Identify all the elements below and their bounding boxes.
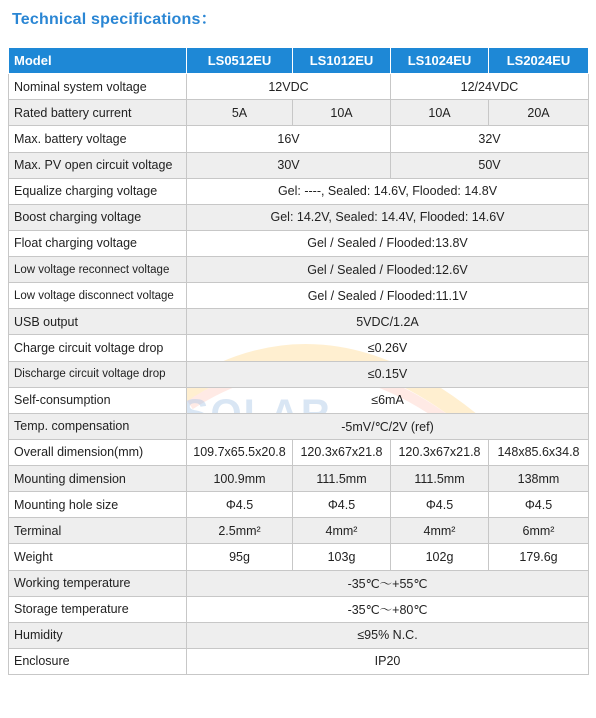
row-humidity <box>9 622 589 648</box>
cell-value: 109.7x65.5x20.8 <box>187 439 293 465</box>
row-weight <box>9 544 589 570</box>
model-ls1012eu: LS1012EU <box>293 48 391 74</box>
cell-value: 120.3x67x21.8 <box>293 439 391 465</box>
cell-value: 30V <box>187 152 391 178</box>
row-label: Self-consumption <box>9 387 187 413</box>
row-label: Humidity <box>9 622 187 648</box>
row-label: Enclosure <box>9 648 187 674</box>
cell-value: Gel: ----, Sealed: 14.6V, Flooded: 14.8V <box>187 178 589 204</box>
model-ls0512eu: LS0512EU <box>187 48 293 74</box>
cell-value: Φ4.5 <box>187 492 293 518</box>
model-ls2024eu: LS2024EU <box>489 48 589 74</box>
cell-value: ≤0.15V <box>187 361 589 387</box>
row-lvd-voltage <box>9 283 589 309</box>
row-usb-output <box>9 309 589 335</box>
cell-value: ≤0.26V <box>187 335 589 361</box>
header-row <box>9 48 589 74</box>
row-label: Max. battery voltage <box>9 126 187 152</box>
row-float-voltage <box>9 230 589 256</box>
row-label: Charge circuit voltage drop <box>9 335 187 361</box>
cell-value: ≤95% N.C. <box>187 622 589 648</box>
cell-value: 4mm² <box>293 518 391 544</box>
row-label: Overall dimension(mm) <box>9 439 187 465</box>
cell-value: 16V <box>187 126 391 152</box>
row-enclosure <box>9 648 589 674</box>
row-label: Low voltage reconnect voltage <box>9 257 187 283</box>
row-label: Float charging voltage <box>9 230 187 256</box>
cell-value: 102g <box>391 544 489 570</box>
cell-value: Gel: 14.2V, Sealed: 14.4V, Flooded: 14.6V <box>187 204 589 230</box>
cell-value: 103g <box>293 544 391 570</box>
cell-value: 4mm² <box>391 518 489 544</box>
row-label: Mounting hole size <box>9 492 187 518</box>
row-discharge-drop <box>9 361 589 387</box>
row-rated-current <box>9 100 589 126</box>
row-label: Rated battery current <box>9 100 187 126</box>
row-label: Working temperature <box>9 570 187 596</box>
cell-value: Gel / Sealed / Flooded:13.8V <box>187 230 589 256</box>
spec-table <box>8 47 589 675</box>
row-label: Max. PV open circuit voltage <box>9 152 187 178</box>
cell-value: Gel / Sealed / Flooded:12.6V <box>187 257 589 283</box>
row-working-temp <box>9 570 589 596</box>
row-equalize-voltage <box>9 178 589 204</box>
row-label: Nominal system voltage <box>9 74 187 100</box>
cell-value: Gel / Sealed / Flooded:11.1V <box>187 283 589 309</box>
cell-value: 6mm² <box>489 518 589 544</box>
row-label: Temp. compensation <box>9 413 187 439</box>
cell-value: 120.3x67x21.8 <box>391 439 489 465</box>
row-max-battery-voltage <box>9 126 589 152</box>
cell-value: 10A <box>293 100 391 126</box>
cell-value: 12VDC <box>187 74 391 100</box>
cell-value: 5A <box>187 100 293 126</box>
cell-value: -35℃～+80℃ <box>187 596 589 622</box>
cell-value: 111.5mm <box>391 466 489 492</box>
cell-value: 32V <box>391 126 589 152</box>
row-overall-dimension <box>9 439 589 465</box>
cell-value: -5mV/℃/2V (ref) <box>187 413 589 439</box>
cell-value: -35℃～+55℃ <box>187 570 589 596</box>
row-label: Terminal <box>9 518 187 544</box>
cell-value: Φ4.5 <box>293 492 391 518</box>
row-label: Equalize charging voltage <box>9 178 187 204</box>
cell-value: 111.5mm <box>293 466 391 492</box>
row-charge-drop <box>9 335 589 361</box>
row-mounting-dimension <box>9 466 589 492</box>
row-label: Mounting dimension <box>9 466 187 492</box>
row-lvr-voltage <box>9 257 589 283</box>
row-nominal-voltage <box>9 74 589 100</box>
cell-value: Φ4.5 <box>391 492 489 518</box>
row-label: Low voltage disconnect voltage <box>9 283 187 309</box>
row-label: USB output <box>9 309 187 335</box>
row-self-consumption <box>9 387 589 413</box>
cell-value: 12/24VDC <box>391 74 589 100</box>
cell-value: Φ4.5 <box>489 492 589 518</box>
cell-value: 2.5mm² <box>187 518 293 544</box>
row-mounting-hole <box>9 492 589 518</box>
cell-value: IP20 <box>187 648 589 674</box>
cell-value: 10A <box>391 100 489 126</box>
page-title: Technical specifications： <box>12 11 217 28</box>
row-max-pv-voltage <box>9 152 589 178</box>
cell-value: 50V <box>391 152 589 178</box>
row-terminal <box>9 518 589 544</box>
cell-value: 5VDC/1.2A <box>187 309 589 335</box>
row-label: Weight <box>9 544 187 570</box>
cell-value: 20A <box>489 100 589 126</box>
cell-value: 100.9mm <box>187 466 293 492</box>
row-storage-temp <box>9 596 589 622</box>
cell-value: ≤6mA <box>187 387 589 413</box>
cell-value: 95g <box>187 544 293 570</box>
cell-value: 148x85.6x34.8 <box>489 439 589 465</box>
model-ls1024eu: LS1024EU <box>391 48 489 74</box>
model-header: Model <box>9 48 187 74</box>
cell-value: 138mm <box>489 466 589 492</box>
row-label: Boost charging voltage <box>9 204 187 230</box>
row-label: Storage temperature <box>9 596 187 622</box>
cell-value: 179.6g <box>489 544 589 570</box>
row-label: Discharge circuit voltage drop <box>9 361 187 387</box>
row-temp-compensation <box>9 413 589 439</box>
row-boost-voltage <box>9 204 589 230</box>
